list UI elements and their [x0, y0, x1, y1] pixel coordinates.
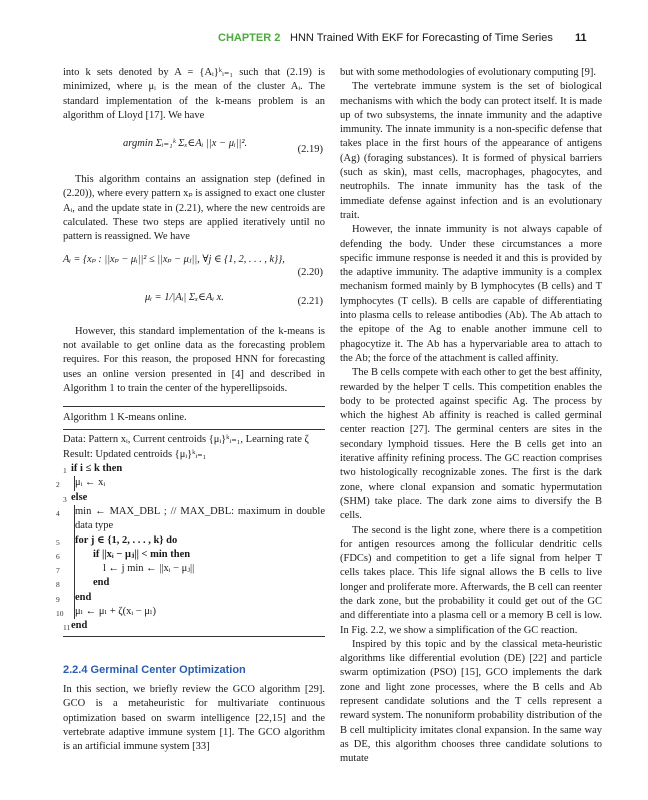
right-paragraph-1: but with some methodologies of evolutionary computing [9].: [340, 67, 597, 78]
algorithm-data-line: Data: Pattern xᵢ, Current centroids {μᵢ}ᵏᵢ₌₁, Learning rate ζ: [63, 434, 309, 446]
algorithm-line: 6 if ||xᵢ − μⱼ|| < min then: [74, 548, 325, 562]
equation-2-21-body: μᵢ = 1/|Aᵢ| Σₓ∈Aᵢ x.: [145, 291, 224, 303]
right-column: [340, 66, 602, 767]
algorithm-result-line: Result: Updated centroids {μᵢ}ᵏᵢ₌₁: [63, 448, 207, 460]
equation-2-21: [63, 285, 325, 315]
algorithm-box: [56, 406, 325, 636]
left-paragraph-1: into k sets denoted by A = {Aᵢ}ᵏᵢ₌₁ such that (2.19) is minimized, where μᵢ is the mean of the cluster Aᵢ. The standard implementation of the k-means problem is an algorithm of Lloyd [17]. We have: [63, 67, 325, 121]
algorithm-line: 9 end: [74, 591, 325, 605]
equation-2-20-body: Aᵢ = {xₚ : ||xₚ − μᵢ||² ≤ ||xₚ − μⱼ||, ∀j ∈ {1, 2, . . . , k}},: [63, 253, 285, 265]
algorithm-body: [56, 462, 325, 634]
right-paragraph-5: The second is the light zone, where there is a competition for antigen resources among the follicular dendritic cells (FDCs) and competition to get a life signal from helper T cells takes place. This life signal allows the B cells to live longer and proliferate more. Afterwards, the B cell can reenter the dark zone, but the probability it could get out of the GC and differentiate into a plasma cell or a memory B cell is low. In Fig. 2.2, we show a simplification of the GC reaction.: [340, 524, 602, 636]
algorithm-line: 7 l ← j min ← ||xᵢ − μⱼ||: [74, 562, 325, 576]
algorithm-line: 11 end: [63, 620, 88, 633]
page-header: [0, 32, 648, 48]
algorithm-line: 10 μₗ ← μₗ + ζ(xᵢ − μₗ): [74, 605, 325, 619]
chapter-label: CHAPTER 2: [218, 32, 281, 44]
algorithm-line: 5 for j ∈ {1, 2, . . . , k} do: [74, 534, 325, 548]
algorithm-line: 4 min ← MAX_DBL ; // MAX_DBL: maximum in double data type: [74, 505, 325, 534]
equation-2-19-number: (2.19): [297, 144, 323, 156]
right-paragraph-2: The vertebrate immune system is the set of biological mechanisms with which the body can protect itself. It is made up of two subsystems, the innate immunity and the adaptive immunity. The innate immunity is a non-specific defense that takes place in the first hours of the appearance of antigens (Ag) (foraging substances). It is formed of physical barriers (such as skin), mast cells, macrophages, phagocytes, and neutrophils. The innate immunity has the task of the immediate defense against infection and is an evolutionary trait.: [340, 81, 602, 221]
left-paragraph-3: However, this standard implementation of the k-means is not available to get online data as the forecasting problem requires. For this reason, the proposed HNN for forecasting uses an online version presented in [4] and described in Algorithm 1 to train the center of the hyperellipsoids.: [63, 325, 325, 394]
section-heading: 2.2.4 Germinal Center Optimization: [63, 663, 246, 676]
equation-2-20: [63, 251, 325, 279]
equation-2-19: [63, 131, 325, 165]
right-paragraph-6: Inspired by this topic and by the classical meta-heuristic algorithms like differential evolution (DE) [22] and particle swarm optimization (PSO) [15], GCO implements the dark zone and light zone processes, where the B cells and Ab represent candidate solutions and the T cells represent a reward system. The nonuniform probability distribution of the B cell multiplicity imitates clonal expansion. In the same way as DE, this algorithm chooses three candidate solutions to mutate: [340, 638, 602, 765]
running-title: HNN Trained With EKF for Forecasting of Time Series: [290, 32, 553, 44]
equation-2-20-number: (2.20): [297, 266, 323, 278]
right-paragraph-4: The B cells compete with each other to get the best affinity, rewarded by the helper T cells. This competition enables the body to be protected against specific Ag. The process by which the highest Ab affinity is reached is called germinal center reaction [27]. The germinal centers are sites in the secondary lymphoid tissues. Here the B cells get into an iterative affinity refining process. The GC reaction comprises two histologically recognizable zones. The first is the dark zone, where clonal expansion and somatic hypermutation (SHM) take place. The dark zone aims to diversify the B cells.: [340, 367, 602, 522]
left-paragraph-4: In this section, we briefly review the GCO algorithm [29]. GCO is a metaheuristic for multivariate continuous optimization based on swarm intelligence [22,15] and the vertebrate adaptive immune system [1]. The GCO algorithm is an artificial immune system [33]: [63, 683, 325, 753]
right-paragraph-3: However, the innate immunity is not always capable of defending the body. Under these circumstances a more specific immune response is needed it and this is provided by the adaptive immunity. The adaptive immunity is a complex mechanism formed mainly by B lymphocytes (B cells) and T lymphocytes (T cells). B cells are capable of differentiating into plasma cells to release antibodies (Ab). The Ab attach to the epitope of the Ag to enable another immune cell to phagocytize it. The Ab has a hypervariable area to attach to the Ab; the force of the attachment is called affinity.: [340, 224, 602, 364]
left-column: [56, 66, 325, 754]
left-paragraph-2: This algorithm contains an assignation step (defined in (2.20)), where every pattern xₚ is assigned to exact one cluster Aᵢ, and the update state in (2.21), where the new centroids are calculated. These two steps are applied iteratively until no pattern is reassigned. We have: [63, 174, 325, 243]
algorithm-line: 1 if i ≤ k then: [63, 463, 123, 476]
algorithm-line: 3 else: [63, 491, 88, 504]
algorithm-title: Algorithm 1 K-means online.: [63, 409, 325, 430]
algorithm-line: 2 μᵢ ← xᵢ: [74, 476, 325, 490]
page-number: 11: [575, 32, 587, 44]
equation-2-19-body: argmin Σᵢ₌₁ᵏ Σₓ∈Aᵢ ||x − μᵢ||².: [123, 138, 248, 150]
algorithm-line: 8 end: [74, 576, 325, 590]
equation-2-21-number: (2.21): [297, 295, 323, 307]
